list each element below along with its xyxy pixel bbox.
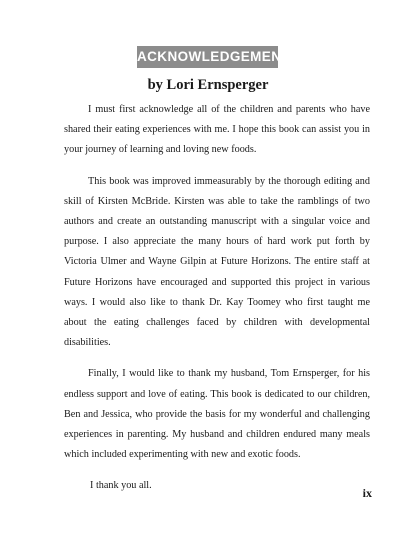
closing-line: I thank you all. bbox=[90, 480, 152, 492]
acknowledgement-body bbox=[64, 100, 370, 508]
page-number: ix bbox=[362, 486, 372, 500]
paragraph: This book was improved immeasurably by the thorough editing and skill of Kirsten McBride. Kirsten was able to take the ramblings of two authors and create an outstanding manuscript with a singular voice and purpose. I also appreciate the many hours of hard work put forth by Victoria Ulmer and Wayne Gilpin at Future Horizons. The entire staff at Future Horizons have encouraged and supported this project in various ways. I would also like to thank Dr. Kay Toomey who first taught me about the eating challenges faced by children with developmental disabilities. bbox=[64, 175, 370, 349]
paragraph: I must first acknowledge all of the children and parents who have shared their eating experiences with me. I hope this book can assist you in your journey of learning and loving new foods. bbox=[64, 104, 370, 156]
section-heading: ACKNOWLEDGEMENT bbox=[137, 46, 278, 68]
paragraph: Finally, I would like to thank my husband, Tom Ernsperger, for his endless support and love of eating. This book is dedicated to our children, Ben and Jessica, who provide the basis for my wonderful and challenging experiences in parenting. My husband and children endured many meals which included experimenting with new and exotic foods. bbox=[64, 368, 370, 461]
author-byline: by Lori Ernsperger bbox=[147, 77, 269, 93]
